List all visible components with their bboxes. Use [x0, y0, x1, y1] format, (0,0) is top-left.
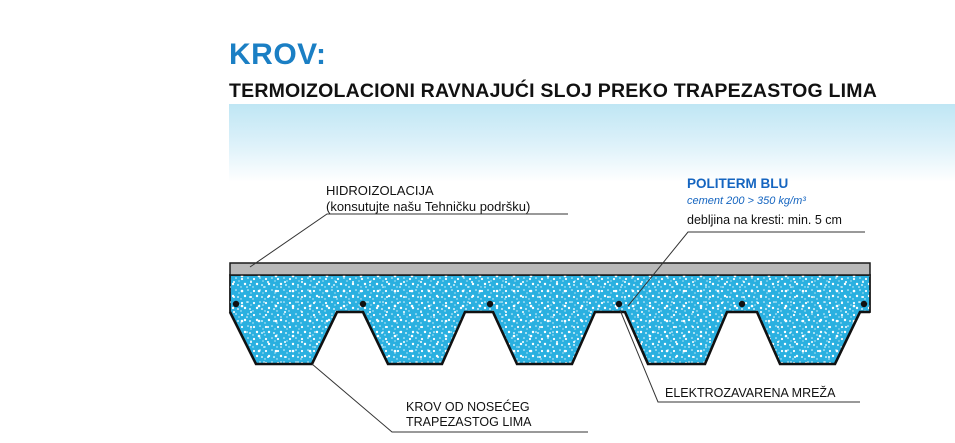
hydro-note: (konsutujte našu Tehničku podršku) [326, 199, 531, 214]
product-cement: cement 200 > 350 kg/m³ [687, 195, 806, 207]
product-name: POLITERM BLU [687, 176, 789, 191]
roof-label-line2: TRAPEZASTOG LIMA [406, 415, 532, 429]
waterproofing-membrane [230, 263, 870, 275]
hydro-label: HIDROIZOLACIJA [326, 183, 434, 198]
product-thickness: debljina na kresti: min. 5 cm [687, 213, 842, 227]
roof-label-line1: KROV OD NOSEĆEG [406, 400, 530, 414]
page-subtitle: TERMOIZOLACIONI RAVNAJUĆI SLOJ PREKO TRAPEZASTOG LIMA [229, 80, 877, 102]
mesh-label: ELEKTROZAVARENA MREŽA [665, 386, 836, 400]
leader-hydro [250, 214, 568, 267]
page-title: KROV: [229, 38, 327, 71]
sky-band [229, 104, 955, 182]
